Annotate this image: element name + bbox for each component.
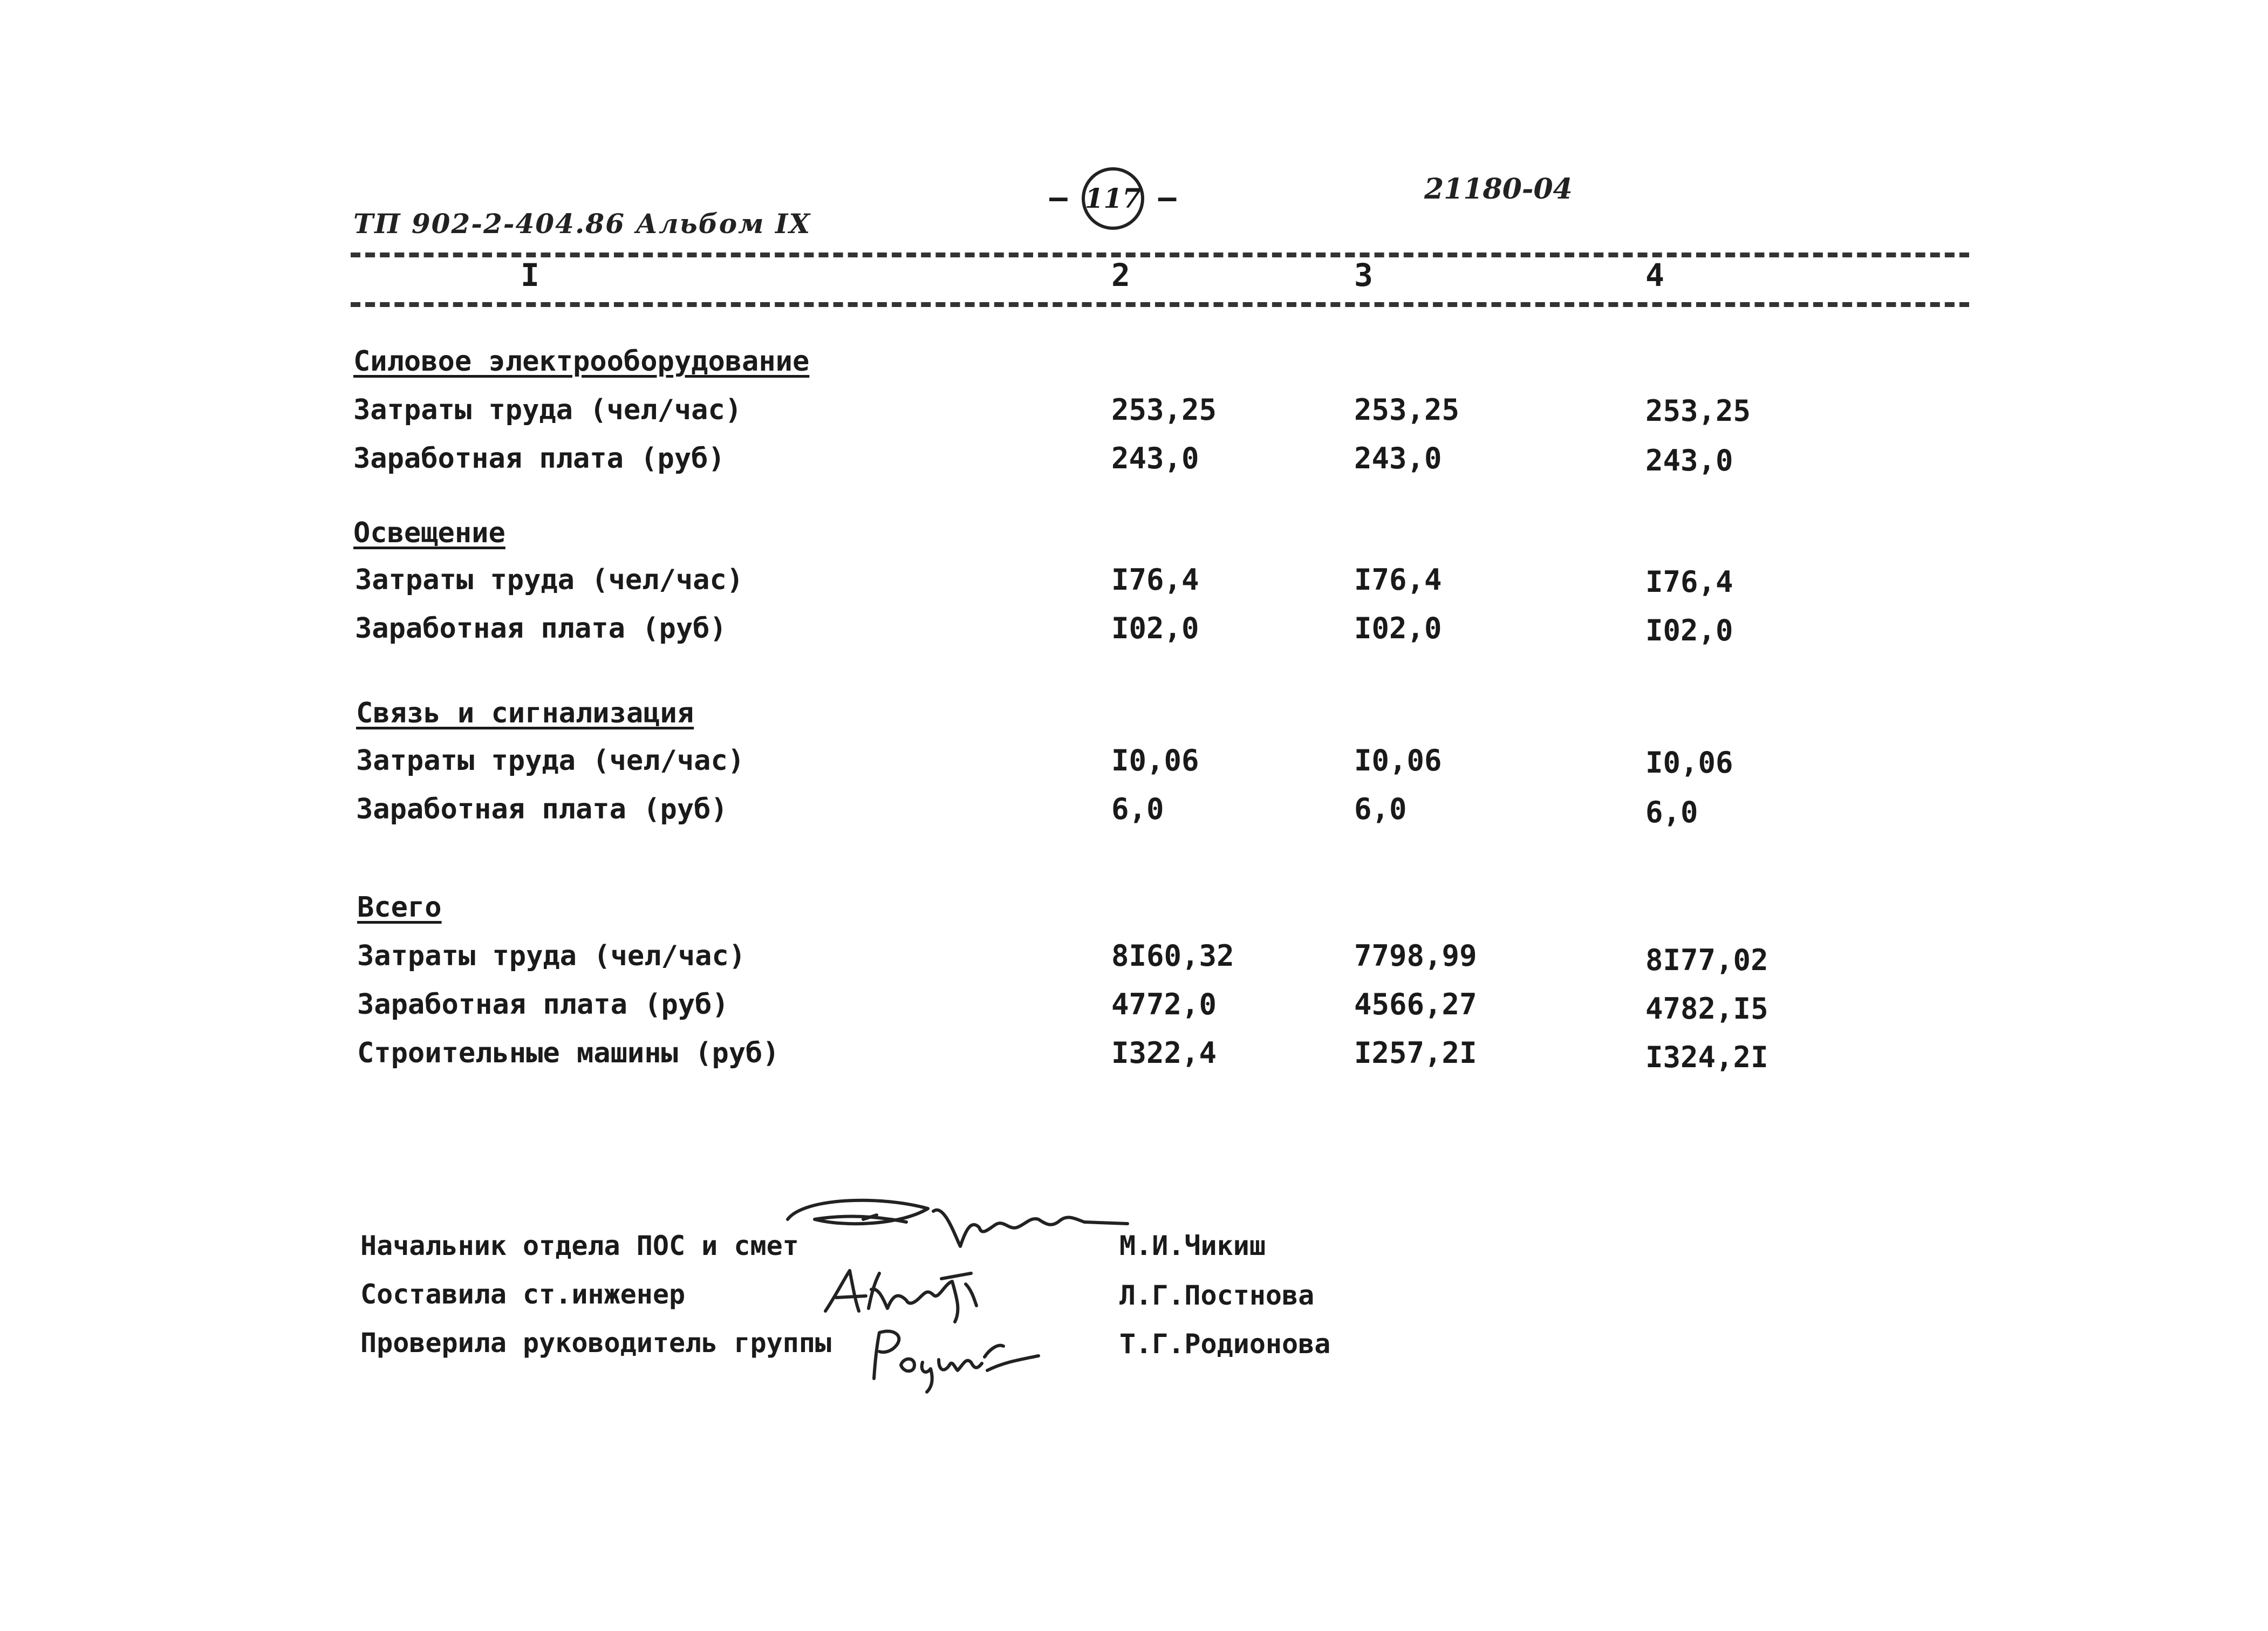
column-header-4: 4 [1645,257,1664,294]
cell-value: 8I77,02 [1645,943,1768,977]
cell-value: I324,2I [1645,1040,1768,1074]
cell-value: I76,4 [1111,563,1199,597]
section-title: Освещение [353,517,505,549]
signature-name: Т.Г.Родионова [1119,1328,1331,1360]
column-header-2: 2 [1111,257,1130,294]
signature-name: Л.Г.Постнова [1119,1280,1315,1311]
cell-value: 7798,99 [1354,939,1477,973]
row-label: Заработная плата (руб) [356,793,728,825]
signature-1-image [782,1187,1133,1263]
page-number-block [1049,167,1176,230]
table-header-bottom-rule [351,302,1969,307]
row-label: Затраты труда (чел/час) [356,745,745,777]
column-header-3: 3 [1354,257,1373,294]
cell-value: I02,0 [1354,611,1442,645]
cell-value: I0,06 [1111,743,1199,777]
page-number: 117 [1082,167,1144,230]
row-label: Заработная плата (руб) [355,612,727,645]
cell-value: 243,0 [1645,443,1733,477]
cell-value: I0,06 [1645,746,1733,780]
cell-value: 6,0 [1354,792,1407,826]
cell-value: 253,25 [1354,393,1460,427]
cell-value: 4782,I5 [1645,992,1768,1026]
signature-role: Начальник отдела ПОС и смет [360,1230,799,1261]
cell-value: 4772,0 [1111,987,1217,1021]
row-label: Заработная плата (руб) [357,988,729,1021]
row-label: Затраты труда (чел/час) [355,564,744,596]
signature-role: Составила ст.инженер [360,1279,686,1310]
signature-role: Проверила руководитель группы [360,1327,831,1359]
section-title: Всего [357,891,442,924]
document-code: ТП 902-2-404.86 Альбом IX [353,208,811,240]
signature-3-image [863,1319,1047,1395]
cell-value: 8I60,32 [1111,939,1234,973]
cell-value: I322,4 [1111,1036,1217,1070]
row-label: Строительные машины (руб) [357,1037,780,1069]
cell-value: 253,25 [1645,394,1751,428]
cell-value: 243,0 [1354,441,1442,475]
cell-value: 6,0 [1111,792,1164,826]
cell-value: 4566,27 [1354,987,1477,1021]
cell-value: I76,4 [1645,565,1733,599]
section-title: Связь и сигнализация [356,697,694,729]
cell-value: I76,4 [1354,563,1442,597]
sheet-code: 21180-04 [1424,173,1573,206]
cell-value: I257,2I [1354,1036,1477,1070]
row-label: Заработная плата (руб) [353,442,725,475]
cell-value: 243,0 [1111,441,1199,475]
signature-2-image [820,1257,993,1327]
cell-value: I02,0 [1645,613,1733,647]
table-header-top-rule [351,253,1969,257]
cell-value: I0,06 [1354,743,1442,777]
row-label: Затраты труда (чел/час) [357,940,746,972]
cell-value: 6,0 [1645,795,1698,829]
column-header-1: I [521,257,539,294]
cell-value: 253,25 [1111,393,1217,427]
dash-left: – [1049,180,1068,215]
row-label: Затраты труда (чел/час) [353,394,742,426]
dash-right: – [1158,180,1177,215]
section-title: Силовое электрооборудование [353,345,810,378]
signature-name: М.И.Чикиш [1119,1230,1266,1261]
cell-value: I02,0 [1111,611,1199,645]
